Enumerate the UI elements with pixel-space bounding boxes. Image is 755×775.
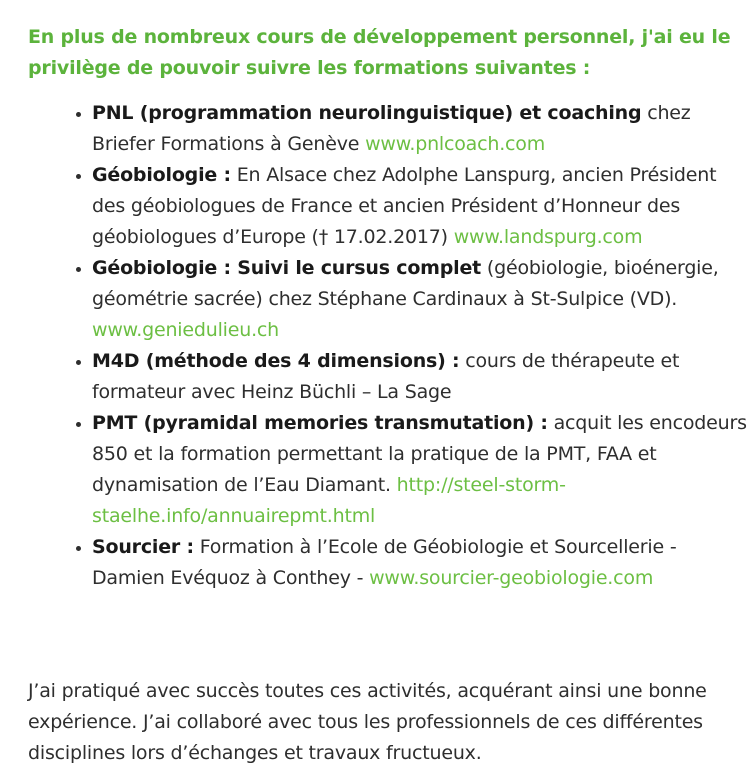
list-item	[92, 532, 752, 594]
item-text: En Alsace chez Adolphe Lanspurg, ancien Président des géobiologues de France et ancien Président d’Honneur des géobiologues d’Europe († 17.02.2017)	[92, 164, 717, 248]
item-text: (géobiologie, bioénergie, géométrie sacrée) chez Stéphane Cardinaux à St-Sulpice (VD).	[92, 257, 719, 310]
item-link[interactable]: www.landspurg.com	[453, 226, 643, 248]
list-item	[92, 98, 752, 160]
closing-paragraph: J’ai pratiqué avec succès toutes ces activités, acquérant ainsi une bonne expérience. J’ai collaboré avec tous les professionnels de ces différentes disciplines lors d’échanges et travaux fructueux.	[28, 680, 707, 764]
list-item	[92, 253, 752, 346]
formations-list	[60, 98, 752, 594]
item-text: acquit les encodeurs 850 et la formation permettant la pratique de la PMT, FAA et dynamisation de l’Eau Diamant.	[92, 412, 747, 496]
item-title: PMT (pyramidal memories transmutation) :	[92, 412, 548, 434]
item-title: Sourcier :	[92, 536, 194, 558]
item-text: Formation à l’Ecole de Géobiologie et Sourcellerie - Damien Evéquoz à Conthey -	[92, 536, 677, 589]
item-link[interactable]: www.sourcier-geobiologie.com	[369, 567, 654, 589]
item-title: Géobiologie : Suivi le cursus complet	[92, 257, 482, 279]
intro-heading: En plus de nombreux cours de développement personnel, j'ai eu le privilège de pouvoir suivre les formations suivantes :	[28, 26, 731, 79]
item-link[interactable]: www.pnlcoach.com	[365, 133, 546, 155]
item-title: M4D (méthode des 4 dimensions) :	[92, 350, 460, 372]
item-link[interactable]: http://steel-storm-staelhe.info/annuairepmt.html	[92, 474, 566, 527]
list-item	[92, 346, 752, 408]
item-title: PNL (programmation neurolinguistique) et coaching	[92, 102, 642, 124]
list-item	[92, 160, 752, 253]
list-item	[92, 408, 752, 532]
item-title: Géobiologie :	[92, 164, 231, 186]
item-text: chez Briefer Formations à Genève	[92, 102, 691, 155]
item-text: cours de thérapeute et formateur avec Heinz Büchli – La Sage	[92, 350, 680, 403]
item-link[interactable]: www.geniedulieu.ch	[92, 319, 279, 341]
